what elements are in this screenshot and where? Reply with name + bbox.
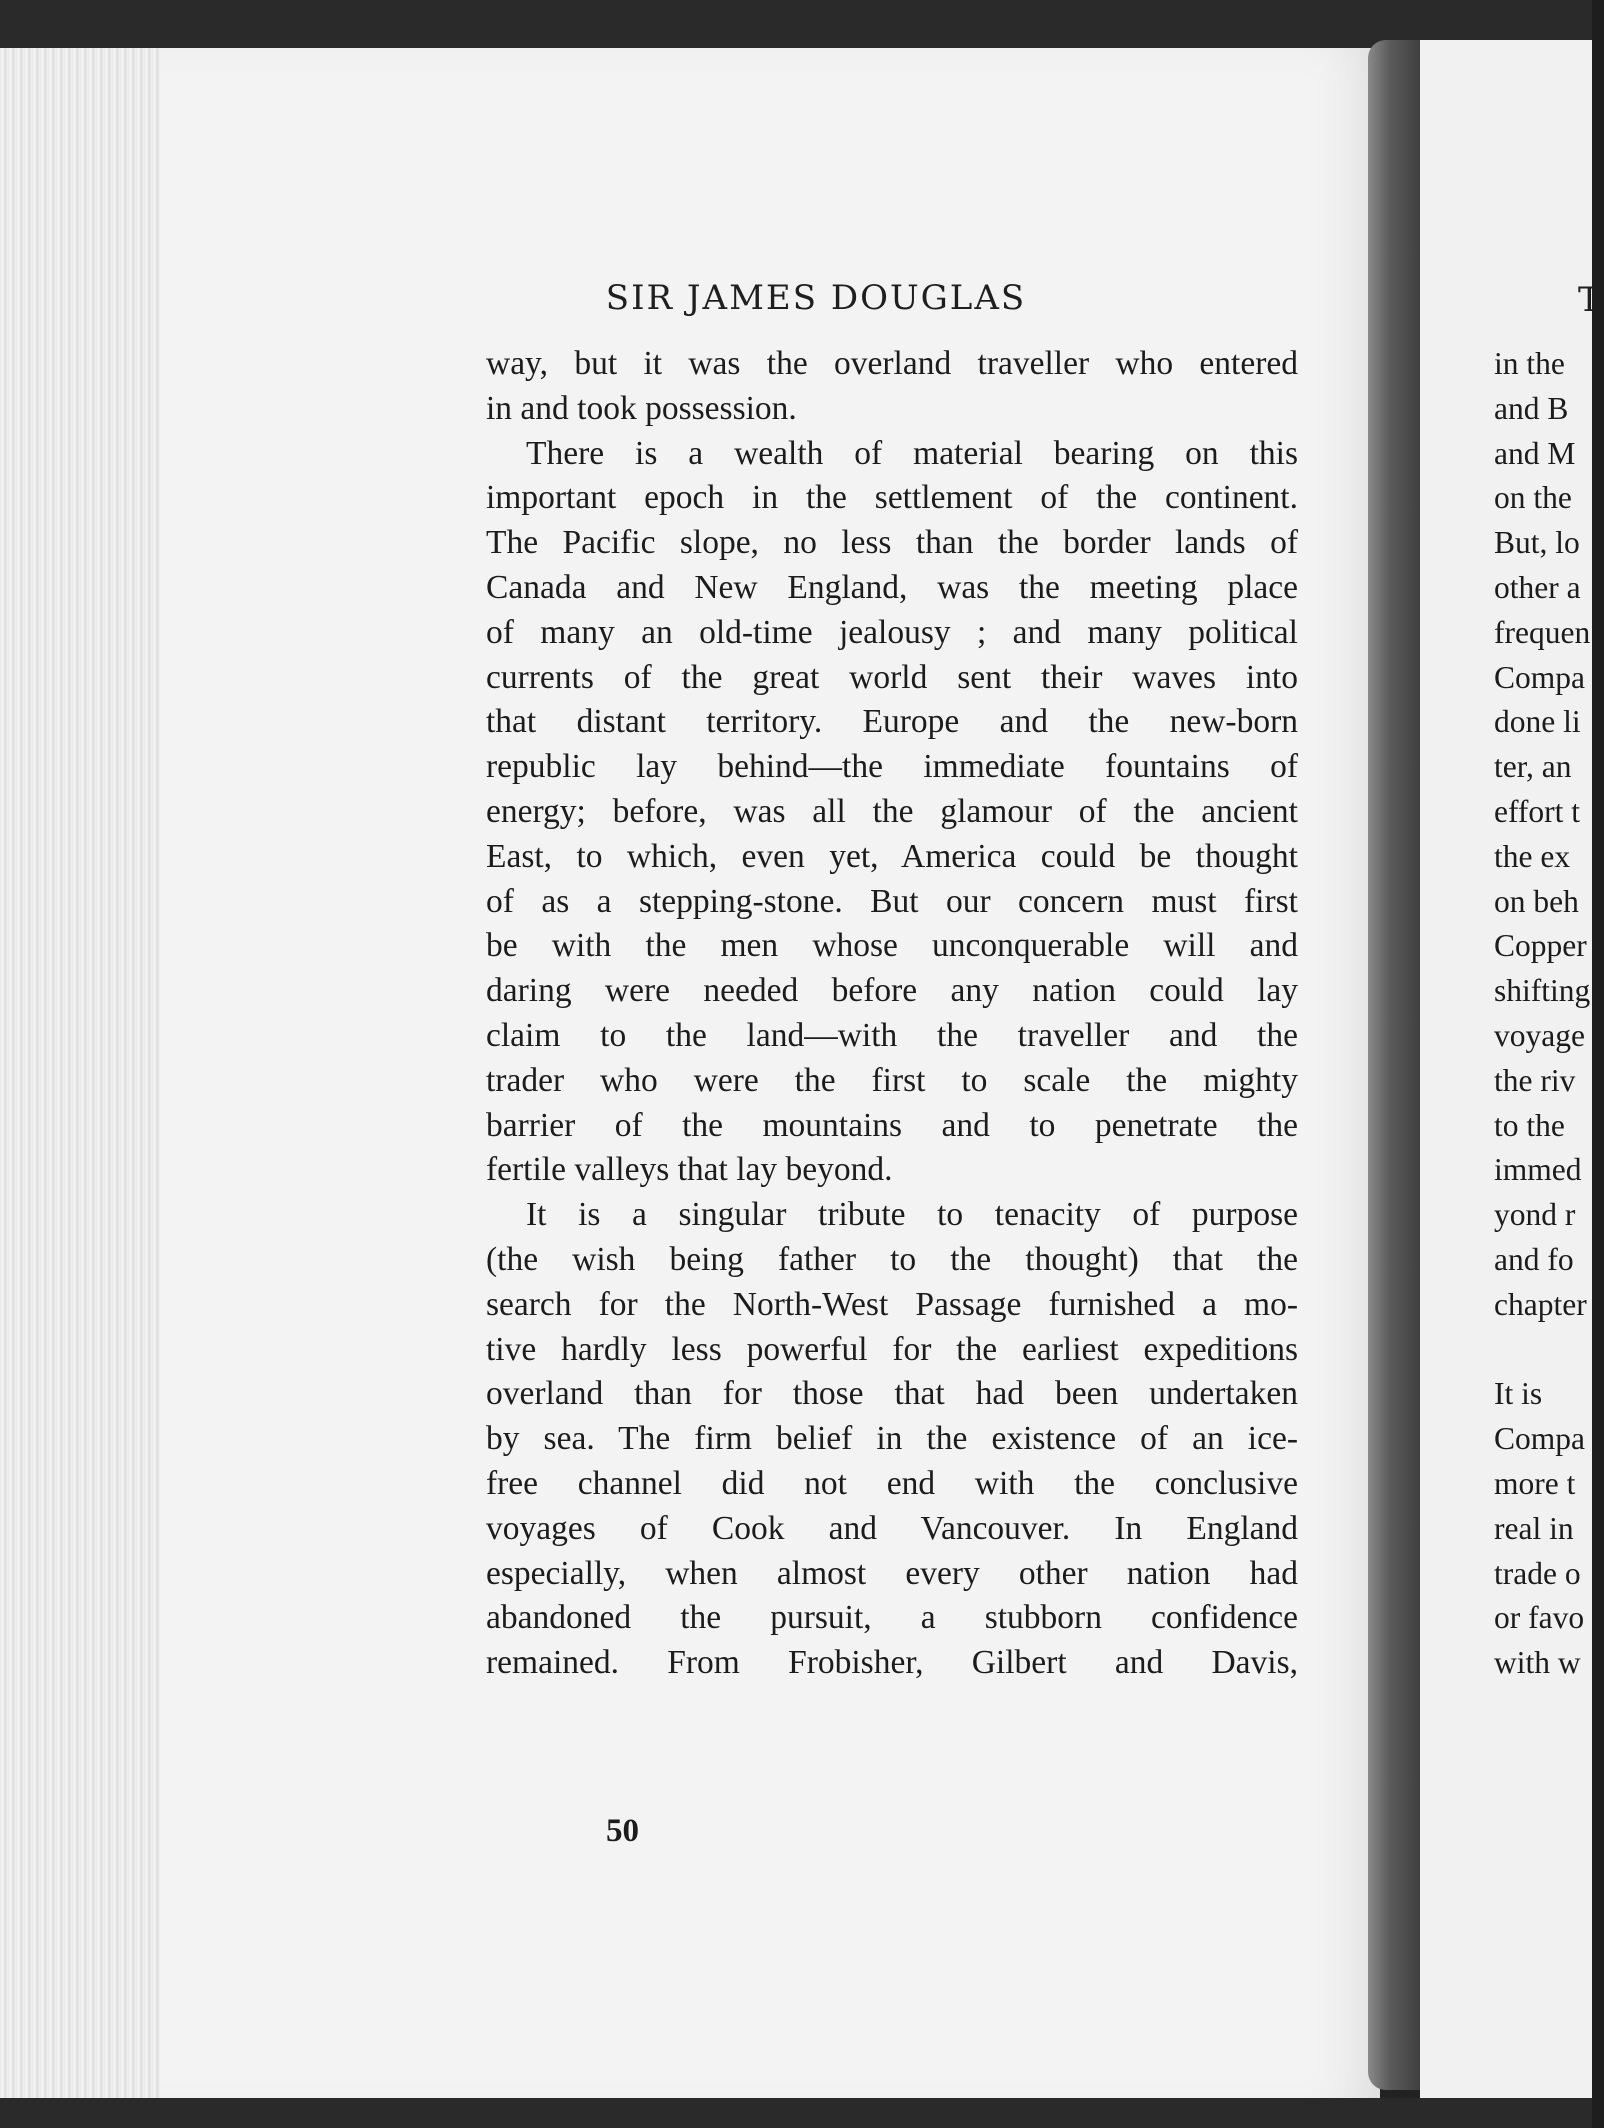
- text-line-fragment: [1494, 1328, 1604, 1373]
- background-bottom: [0, 2098, 1592, 2128]
- text-line-fragment: or favo: [1494, 1600, 1585, 1636]
- text-line: claim to the land—with the traveller and the: [486, 1016, 1298, 1054]
- text-line: energy; before, was all the glamour of the ancient: [486, 792, 1298, 830]
- text-line: It is a singular tribute to tenacity of purpose: [526, 1196, 1298, 1234]
- text-line: that distant territory. Europe and the new-born: [486, 703, 1298, 741]
- text-line: free channel did not end with the conclusive: [486, 1464, 1298, 1502]
- text-line-fragment: the riv: [1494, 1062, 1576, 1098]
- text-line: especially, when almost every other nation had: [486, 1554, 1298, 1592]
- text-line: (the wish being father to the thought) that the: [486, 1240, 1298, 1278]
- text-line: voyages of Cook and Vancouver. In England: [486, 1509, 1298, 1547]
- text-line: important epoch in the settlement of the continent.: [486, 479, 1298, 517]
- text-line: East, to which, even yet, America could be thought: [486, 837, 1298, 875]
- text-line: remained. From Frobisher, Gilbert and Davis,: [486, 1644, 1298, 1682]
- text-line-fragment: to the: [1494, 1107, 1565, 1143]
- text-line-fragment: immed: [1494, 1152, 1582, 1188]
- text-line-fragment: effort t: [1494, 793, 1581, 829]
- left-page-body-text: [486, 342, 1298, 1686]
- text-line: daring were needed before any nation could lay: [486, 972, 1298, 1010]
- text-line: There is a wealth of material bearing on this: [526, 434, 1298, 472]
- text-line-fragment: But, lo: [1494, 525, 1580, 561]
- text-line: trader who were the first to scale the mighty: [486, 1061, 1298, 1099]
- text-line-fragment: It is: [1494, 1376, 1543, 1412]
- text-line: The Pacific slope, no less than the border lands of: [486, 524, 1298, 562]
- text-line: barrier of the mountains and to penetrate the: [486, 1106, 1298, 1144]
- text-line-fragment: frequen: [1494, 614, 1591, 650]
- text-line: republic lay behind—the immediate fountains of: [486, 748, 1298, 786]
- text-line-fragment: chapter: [1494, 1286, 1587, 1322]
- background-top: [0, 0, 1592, 48]
- text-line-fragment: in the: [1494, 346, 1565, 381]
- text-line-fragment: shifting: [1494, 973, 1591, 1009]
- text-line: of as a stepping-stone. But our concern must first: [486, 882, 1298, 920]
- text-line: be with the men whose unconquerable will and: [486, 927, 1298, 965]
- right-page-body-text: [1494, 342, 1604, 1686]
- text-line-fragment: voyage: [1494, 1017, 1585, 1053]
- text-line: search for the North-West Passage furnished a mo-: [486, 1285, 1298, 1323]
- text-line-fragment: and M: [1494, 435, 1576, 471]
- text-line: fertile valleys that lay beyond.: [486, 1151, 893, 1189]
- text-line: Canada and New England, was the meeting place: [486, 568, 1298, 606]
- page-number: 50: [606, 1813, 639, 1849]
- text-line-fragment: on the: [1494, 480, 1572, 516]
- text-line-fragment: done li: [1494, 704, 1581, 740]
- text-line-fragment: and B: [1494, 390, 1569, 426]
- text-line-fragment: real in: [1494, 1510, 1574, 1546]
- text-line-fragment: ter, an: [1494, 749, 1572, 785]
- text-line: by sea. The firm belief in the existence of an ice-: [486, 1420, 1298, 1458]
- text-line: tive hardly less powerful for the earliest expeditions: [486, 1330, 1298, 1368]
- text-line-fragment: the ex: [1494, 838, 1571, 874]
- text-line: of many an old-time jealousy ; and many political: [486, 613, 1298, 651]
- text-line-fragment: with w: [1494, 1645, 1581, 1681]
- text-line-fragment: Copper: [1494, 928, 1587, 964]
- text-line: currents of the great world sent their waves into: [486, 658, 1298, 696]
- text-line-fragment: and fo: [1494, 1241, 1574, 1277]
- book-gutter: [1368, 40, 1424, 2090]
- right-running-head-fragment: T: [1578, 280, 1601, 320]
- text-line-fragment: Compa: [1494, 659, 1585, 695]
- text-line-fragment: yond r: [1494, 1197, 1576, 1233]
- text-line-fragment: Compa: [1494, 1421, 1585, 1457]
- text-line-fragment: other a: [1494, 569, 1581, 605]
- text-line: way, but it was the overland traveller who entered: [486, 345, 1298, 382]
- running-head: SIR JAMES DOUGLAS: [605, 278, 1027, 318]
- text-line-fragment: on beh: [1494, 883, 1579, 919]
- text-line-fragment: more t: [1494, 1465, 1576, 1501]
- text-line: in and took possession.: [486, 389, 797, 427]
- text-line: overland than for those that had been undertaken: [486, 1375, 1298, 1413]
- text-line-fragment: trade o: [1494, 1555, 1581, 1591]
- text-line: abandoned the pursuit, a stubborn confidence: [486, 1599, 1298, 1637]
